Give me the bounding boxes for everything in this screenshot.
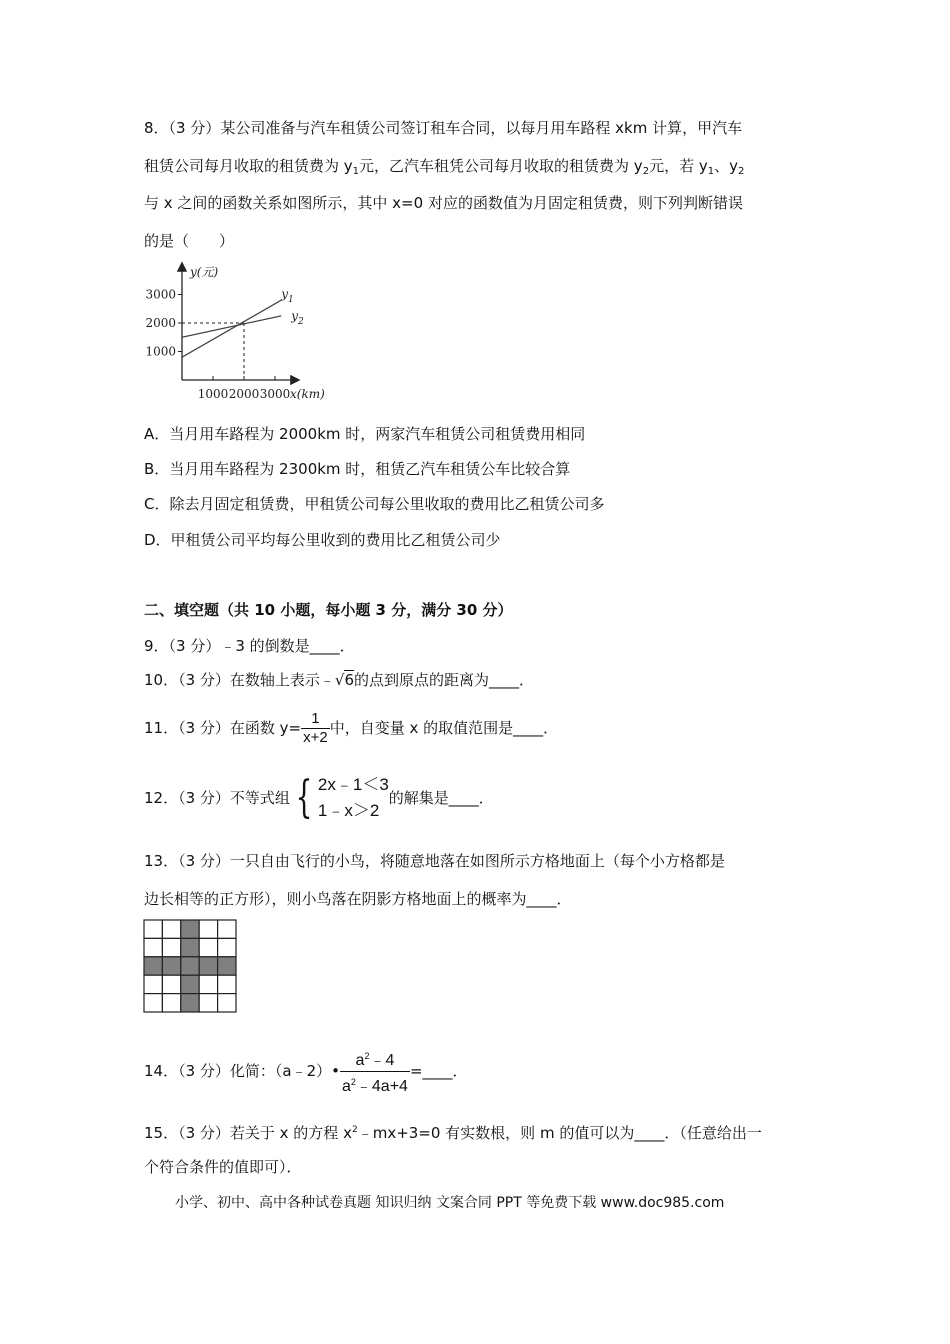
q15-sup: 2 — [351, 1125, 358, 1135]
grid-cell-shaded — [181, 920, 199, 938]
q14-num-base: a — [355, 1052, 365, 1069]
q14-fraction — [340, 1046, 410, 1097]
grid-cell-shaded — [162, 957, 180, 975]
q13-grid — [143, 919, 238, 1014]
q15-end: ．（任意给出一 — [664, 1124, 762, 1142]
grid-cell-shaded — [181, 957, 199, 975]
q8-line4: 的是（ ） — [144, 232, 235, 250]
q9-end: ． — [339, 637, 355, 655]
grid-cell — [144, 938, 162, 956]
q15-post: ﹣mx+3=0 有实数根，则 m 的值可以为 — [357, 1124, 635, 1142]
q13-line2-text: 边长相等的正方形），则小鸟落在阴影方格地面上的概率为 — [144, 890, 527, 908]
grid-cell-shaded — [144, 957, 162, 975]
q12-row2: 1﹣x＞2 — [317, 801, 380, 820]
q8-line2-d: 、y — [714, 157, 738, 175]
q10-end: ． — [519, 671, 535, 689]
q12 — [144, 772, 494, 824]
q12-post: 的解集是 — [388, 789, 449, 807]
sqrt-symbol: √6 — [334, 671, 355, 689]
grid-cell — [162, 994, 180, 1012]
q12-blank[interactable]: ____ — [448, 789, 479, 807]
q8-option-a: A．当月用车路程为 2000km 时，两家汽车租赁公司租赁费用相同 — [144, 425, 586, 443]
y-tick-label: 1000 — [145, 344, 176, 359]
y-axis-label: y(元) — [190, 265, 219, 279]
q8-line2-b: 元，乙汽车租凭公司每月收取的租赁费为 y — [359, 157, 643, 175]
q12-end: ． — [478, 789, 494, 807]
x-tick-label: 2000 — [228, 387, 260, 401]
q14-num-rest: ﹣4 — [369, 1052, 395, 1069]
y-tick-label: 3000 — [145, 287, 176, 302]
q11-blank[interactable]: ____ — [513, 719, 544, 737]
grid-cell — [162, 920, 180, 938]
q10-post: 的点到原点的距离为 — [354, 671, 490, 689]
q14-den-rest: ﹣4a+4 — [355, 1078, 408, 1095]
q8-chart — [140, 258, 340, 408]
grid-cell-shaded — [181, 994, 199, 1012]
grid-cell — [199, 920, 217, 938]
q11-pre: 11．（3 分）在函数 y= — [144, 719, 302, 737]
series-label-y2: $y_2$ — [291, 308, 304, 327]
grid-cell — [218, 938, 236, 956]
grid-cell-shaded — [181, 975, 199, 993]
q14 — [144, 1046, 468, 1097]
x-axis-label: x(km) — [290, 387, 325, 401]
grid-cell — [218, 920, 236, 938]
grid-cell — [144, 994, 162, 1012]
q12-system — [318, 772, 389, 824]
y-tick-label: 2000 — [145, 316, 176, 330]
q8-line2-c: 元，若 y — [649, 157, 708, 175]
q10-pre: 10．（3 分）在数轴上表示﹣ — [144, 671, 335, 689]
grid-cell — [162, 938, 180, 956]
q15-blank[interactable]: ____ — [634, 1124, 665, 1142]
q11-post: 中，自变量 x 的取值范围是 — [329, 719, 514, 737]
q14-blank[interactable]: ____ — [422, 1062, 453, 1080]
q12-row1: 2x﹣1＜3 — [317, 775, 389, 794]
q11 — [144, 710, 558, 747]
q9 — [144, 636, 355, 656]
series-label-sub: 1 — [287, 295, 294, 306]
q15-pre: 15．（3 分）若关于 x 的方程 x — [144, 1124, 352, 1142]
x-tick-label: 3000 — [259, 387, 291, 401]
q10-blank[interactable]: ____ — [489, 671, 520, 689]
q15-line1 — [144, 1120, 762, 1143]
q14-num-sup: 2 — [364, 1051, 370, 1061]
grid-cell — [144, 920, 162, 938]
grid-cell — [199, 975, 217, 993]
grid-cell-shaded — [181, 938, 199, 956]
q8-sub4: 2 — [737, 166, 745, 177]
q8-line3: 与 x 之间的函数关系如图所示，其中 x=0 对应的函数值为月固定租赁费，则下列判断错误 — [144, 194, 743, 212]
q11-end: ． — [543, 719, 559, 737]
q8-option-b: B．当月用车路程为 2300km 时，租赁乙汽车租赁公车比较合算 — [144, 460, 571, 478]
q13-line1: 13．（3 分）一只自由飞行的小鸟，将随意地落在如图所示方格地面上（每个小方格都是 — [144, 852, 725, 870]
q14-post: = — [409, 1062, 423, 1080]
q9-blank[interactable]: ____ — [309, 637, 340, 655]
q13-line2 — [144, 889, 572, 909]
grid-cell — [218, 975, 236, 993]
grid-cell — [144, 975, 162, 993]
q8-sub2: 2 — [642, 166, 650, 177]
footer-ad[interactable]: 小学、初中、高中各种试卷真题 知识归纳 文案合同 PPT 等免费下载 www.doc985.com — [175, 1195, 725, 1211]
grid-cell-shaded — [218, 957, 236, 975]
series-label-sub: 2 — [297, 316, 304, 327]
q11-fraction — [301, 710, 330, 747]
q11-num: 1 — [311, 710, 320, 727]
q12-pre: 12．（3 分）不等式组 — [144, 789, 290, 807]
q14-pre: 14．（3 分）化简：（a﹣2）• — [144, 1062, 340, 1080]
section2-title: 二、填空题（共 10 小题，每小题 3 分，满分 30 分） — [144, 601, 513, 619]
grid-cell-shaded — [199, 957, 217, 975]
q15-line2: 个符合条件的值即可）． — [144, 1158, 302, 1176]
q8-option-c: C．除去月固定租赁费，甲租赁公司每公里收取的费用比乙租赁公司多 — [144, 495, 605, 513]
q13-end: ． — [556, 890, 572, 908]
brace-symbol: { — [295, 772, 313, 823]
grid-cell — [199, 938, 217, 956]
grid-cell — [199, 994, 217, 1012]
q9-text: 9．（3 分）﹣3 的倒数是 — [144, 637, 310, 655]
series-line-y2 — [182, 316, 281, 337]
q10-radicand: 6 — [344, 671, 355, 689]
grid-cell — [162, 975, 180, 993]
series-label-y1: $y_1$ — [281, 287, 294, 306]
q14-den — [340, 1071, 410, 1097]
q8-sub1: 1 — [352, 166, 360, 177]
q8-line2 — [144, 156, 744, 182]
q14-end: ． — [452, 1062, 468, 1080]
q8-line2-a: 租赁公司每月收取的租赁费为 y — [144, 157, 353, 175]
q14-den-sup: 2 — [350, 1077, 356, 1087]
grid-cell — [218, 994, 236, 1012]
q10 — [144, 670, 534, 690]
q13-blank[interactable]: ____ — [526, 890, 557, 908]
q8-line1: 8．（3 分）某公司准备与汽车租赁公司签订租车合同，以每月用车路程 xkm 计算，甲汽车 — [144, 119, 743, 137]
q11-den: x+2 — [303, 729, 328, 746]
x-tick-label: 1000 — [197, 387, 229, 401]
q14-den-base: a — [341, 1078, 351, 1095]
q14-num — [340, 1046, 410, 1071]
q8-option-d: D．甲租赁公司平均每公里收到的费用比乙租赁公司少 — [144, 531, 501, 549]
q8-sub3: 1 — [707, 166, 715, 177]
series-line-y1 — [182, 300, 281, 357]
